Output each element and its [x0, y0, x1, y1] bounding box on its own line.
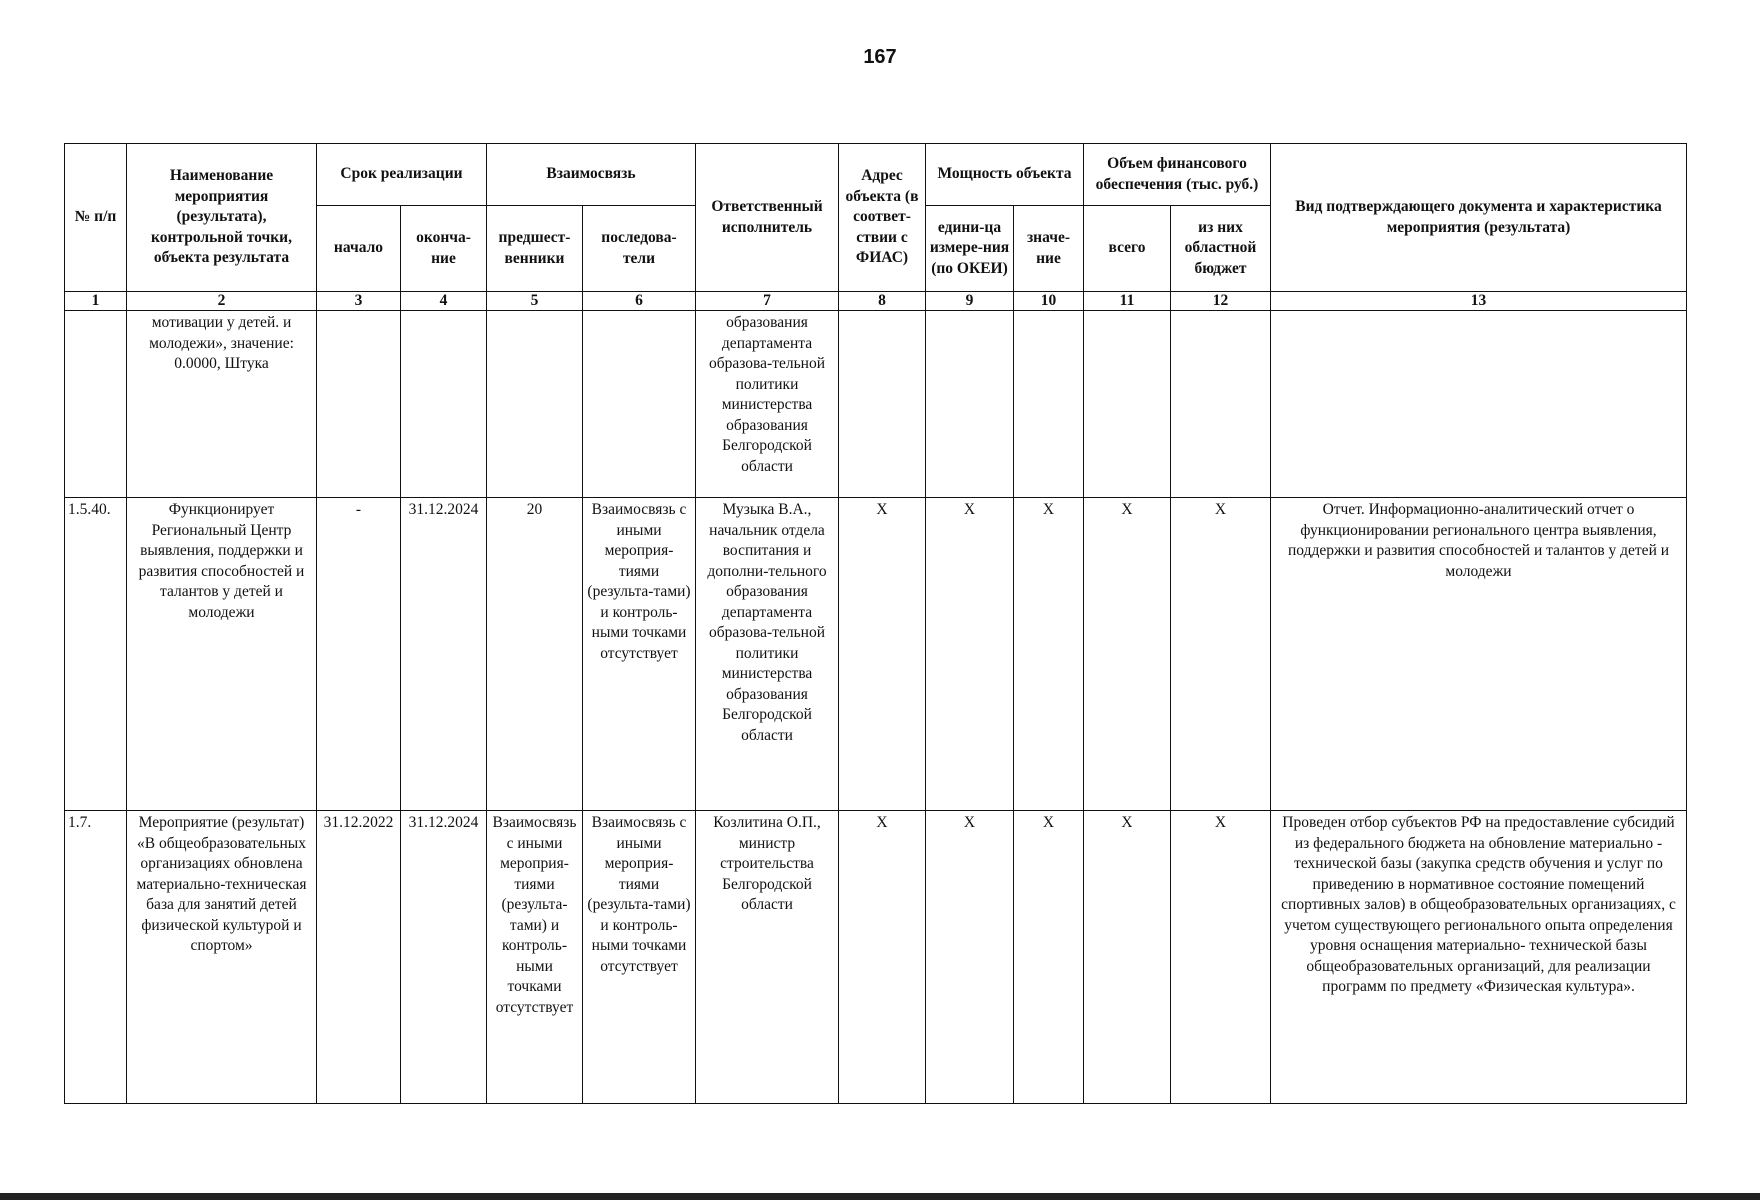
cell-document: [1271, 311, 1687, 498]
cell-prev: 20: [487, 498, 583, 811]
header-document: Вид подтверждающего документа и характеристика мероприятия (результата): [1271, 144, 1687, 292]
cell-address: X: [839, 498, 926, 811]
cell-document: Отчет. Информационно-аналитический отчет о функционировании регионального центра выявления, поддержки и развития способностей и талантов у детей и молодежи: [1271, 498, 1687, 811]
column-number: 12: [1171, 292, 1271, 311]
cell-address: [839, 311, 926, 498]
header-link-next: последова-тели: [583, 206, 696, 292]
column-number: 13: [1271, 292, 1687, 311]
header-capacity-value: значе-ние: [1014, 206, 1084, 292]
cell-end: 31.12.2024: [401, 498, 487, 811]
cell-num: 1.7.: [65, 811, 127, 1104]
cell-value: X: [1014, 811, 1084, 1104]
cell-unit: X: [926, 498, 1014, 811]
cell-value: X: [1014, 498, 1084, 811]
cell-address: X: [839, 811, 926, 1104]
cell-regional: X: [1171, 498, 1271, 811]
cell-start: 31.12.2022: [317, 811, 401, 1104]
cell-total: X: [1084, 811, 1171, 1104]
column-number: 2: [127, 292, 317, 311]
header-link: Взаимосвязь: [487, 144, 696, 206]
cell-name: Функционирует Региональный Центр выявления, поддержки и развития способностей и талантов у детей и молодежи: [127, 498, 317, 811]
column-number: 11: [1084, 292, 1171, 311]
header-capacity: Мощность объекта: [926, 144, 1084, 206]
header-num: № п/п: [65, 144, 127, 292]
header-term-end: оконча-ние: [401, 206, 487, 292]
table-row: [65, 311, 1687, 498]
cell-total: [1084, 311, 1171, 498]
activities-table: [64, 143, 1687, 1104]
header-name: Наименование мероприятия (результата), контрольной точки, объекта результата: [127, 144, 317, 292]
header-term: Срок реализации: [317, 144, 487, 206]
page-number: 167: [863, 46, 897, 68]
cell-value: [1014, 311, 1084, 498]
header-term-start: начало: [317, 206, 401, 292]
column-number: 5: [487, 292, 583, 311]
column-number: 10: [1014, 292, 1084, 311]
cell-prev: [487, 311, 583, 498]
cell-name: мотивации у детей. и молодежи», значение: 0.0000, Штука: [127, 311, 317, 498]
table-row: [65, 498, 1687, 811]
cell-start: [317, 311, 401, 498]
column-number: 9: [926, 292, 1014, 311]
cell-name: Мероприятие (результат) «В общеобразовательных организациях обновлена материально-техническая база для занятий детей физической культурой и спортом»: [127, 811, 317, 1104]
cell-responsible: Музыка В.А., начальник отдела воспитания и дополни-тельного образования департамента образова-тельной политики министерства образования Белгородской области: [696, 498, 839, 811]
cell-responsible: образования департамента образова-тельной политики министерства образования Белгородской области: [696, 311, 839, 498]
cell-regional: X: [1171, 811, 1271, 1104]
cell-unit: [926, 311, 1014, 498]
header-finance: Объем финансового обеспечения (тыс. руб.): [1084, 144, 1271, 206]
cell-prev: Взаимосвязь с иными мероприя-тиями (результа-тами) и контроль-ными точками отсутствует: [487, 811, 583, 1104]
cell-responsible: Козлитина О.П., министр строительства Белгородской области: [696, 811, 839, 1104]
cell-total: X: [1084, 498, 1171, 811]
header-address: Адрес объекта (в соответ-ствии с ФИАС): [839, 144, 926, 292]
header-link-prev: предшест-венники: [487, 206, 583, 292]
cell-unit: X: [926, 811, 1014, 1104]
cell-document: Проведен отбор субъектов РФ на предоставление субсидий из федерального бюджета на обновление материально - технической базы (закупка средств обучения и услуг по приведению в нормативное состояние помещений спортивных залов) в общеобразовательных организациях, с учетом существующего регионального опыта определения уровня оснащения материально- технической базы общеобразовательных организаций, для реализации программ по предмету «Физическая культура».: [1271, 811, 1687, 1104]
cell-regional: [1171, 311, 1271, 498]
header-responsible: Ответственный исполнитель: [696, 144, 839, 292]
header-finance-regional: из них областной бюджет: [1171, 206, 1271, 292]
cell-next: Взаимосвязь с иными мероприя-тиями (результа-тами) и контроль-ными точками отсутствует: [583, 811, 696, 1104]
cell-next: Взаимосвязь с иными мероприя-тиями (результа-тами) и контроль-ными точками отсутствует: [583, 498, 696, 811]
cell-end: [401, 311, 487, 498]
cell-num: 1.5.40.: [65, 498, 127, 811]
column-number: 3: [317, 292, 401, 311]
column-number: 7: [696, 292, 839, 311]
cell-start: -: [317, 498, 401, 811]
column-number: 1: [65, 292, 127, 311]
column-number: 4: [401, 292, 487, 311]
cell-num: [65, 311, 127, 498]
column-number: 8: [839, 292, 926, 311]
cell-next: [583, 311, 696, 498]
cell-end: 31.12.2024: [401, 811, 487, 1104]
header-capacity-unit: едини-ца измере-ния (по ОКЕИ): [926, 206, 1014, 292]
scan-edge-bar: [0, 1193, 1760, 1200]
column-number: 6: [583, 292, 696, 311]
table-row: [65, 811, 1687, 1104]
header-finance-total: всего: [1084, 206, 1171, 292]
